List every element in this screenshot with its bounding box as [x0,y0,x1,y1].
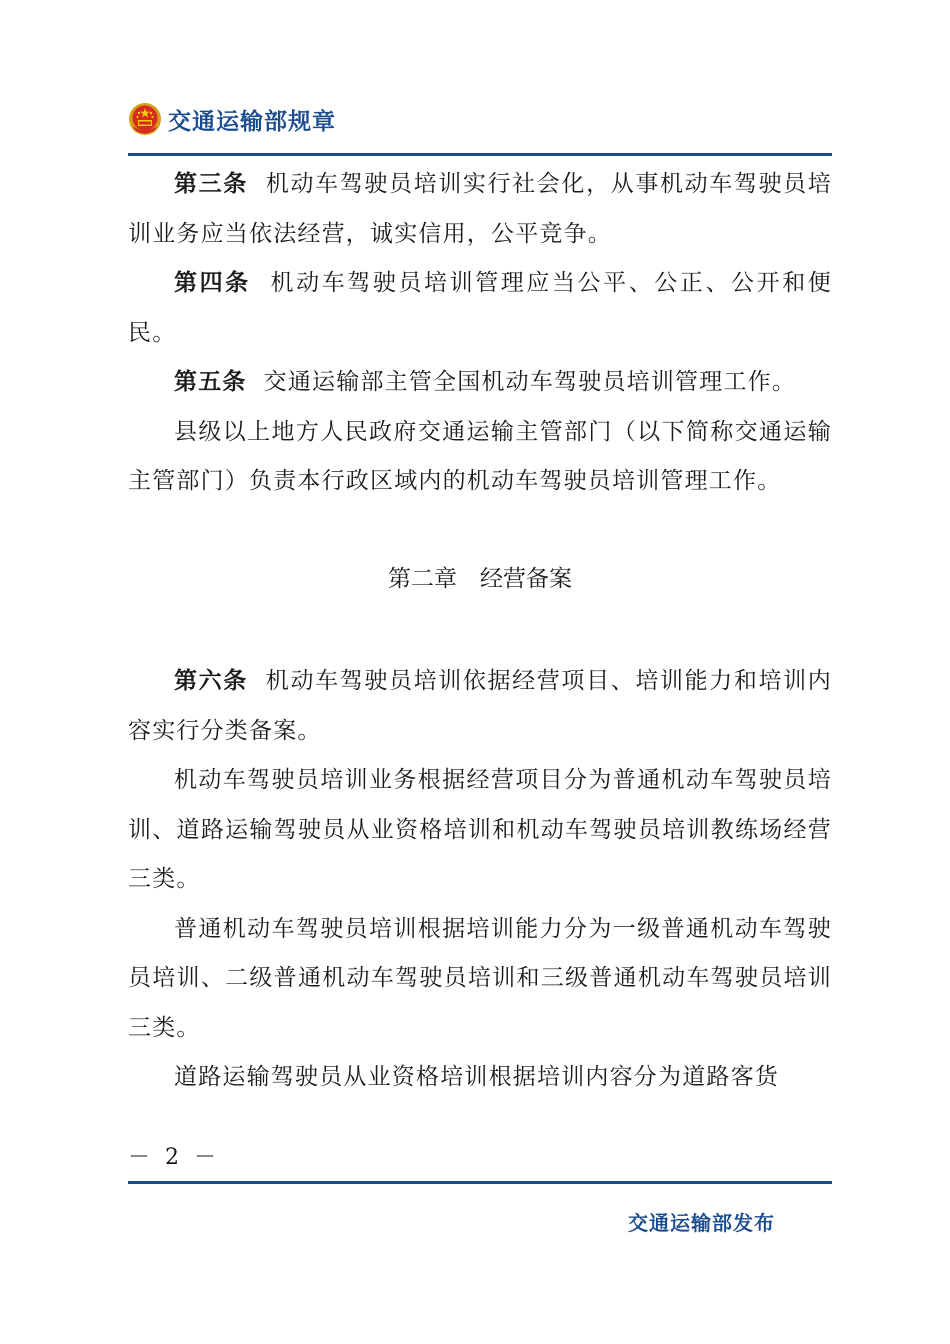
publisher-label: 交通运输部发布 [628,1211,775,1235]
article-paragraph [128,160,832,259]
body-paragraph [128,408,832,507]
article-paragraph [128,358,832,408]
chapter-number: 第二章 [388,565,457,592]
article-text: 交通运输部主管全国机动车驾驶员培训管理工作。 [263,369,797,395]
body-paragraph [128,1053,832,1103]
page-header [128,100,832,158]
paragraph-text: 县级以上地方人民政府交通运输主管部门（以下简称交通运输主管部门）负责本行政区域内的机动车驾驶员培训管理工作。 [128,418,832,494]
article-text: 机动车驾驶员培训管理应当公平、公正、公开和便民。 [128,270,832,346]
body-paragraph [128,905,832,1054]
paragraph-text: 道路运输驾驶员从业资格培训根据培训内容分为道路客货 [174,1064,779,1090]
article-paragraph [128,259,832,358]
national-emblem-icon [128,102,162,136]
article-paragraph [128,657,832,756]
header-divider [128,153,832,156]
page-number: － 2 － [128,1145,220,1170]
article-number: 第五条 [174,369,247,395]
article-number: 第三条 [174,171,248,197]
article-text: 机动车驾驶员培训依据经营项目、培训能力和培训内容实行分类备案。 [128,668,832,744]
article-number: 第六条 [174,668,248,694]
footer-divider [128,1181,832,1184]
chapter-heading [128,555,832,605]
body-paragraph [128,756,832,905]
paragraph-text: 机动车驾驶员培训业务根据经营项目分为普通机动车驾驶员培训、道路运输驾驶员从业资格培训和机动车驾驶员培训教练场经营三类。 [128,767,832,892]
chapter-title: 经营备案 [480,565,572,592]
document-body [128,160,832,1103]
paragraph-text: 普通机动车驾驶员培训根据培训能力分为一级普通机动车驾驶员培训、二级普通机动车驾驶员培训和三级普通机动车驾驶员培训三类。 [128,915,832,1041]
article-number: 第四条 [174,270,251,296]
article-text: 机动车驾驶员培训实行社会化，从事机动车驾驶员培训业务应当依法经营，诚实信用，公平竞争。 [128,171,832,247]
header-title: 交通运输部规章 [168,109,336,135]
